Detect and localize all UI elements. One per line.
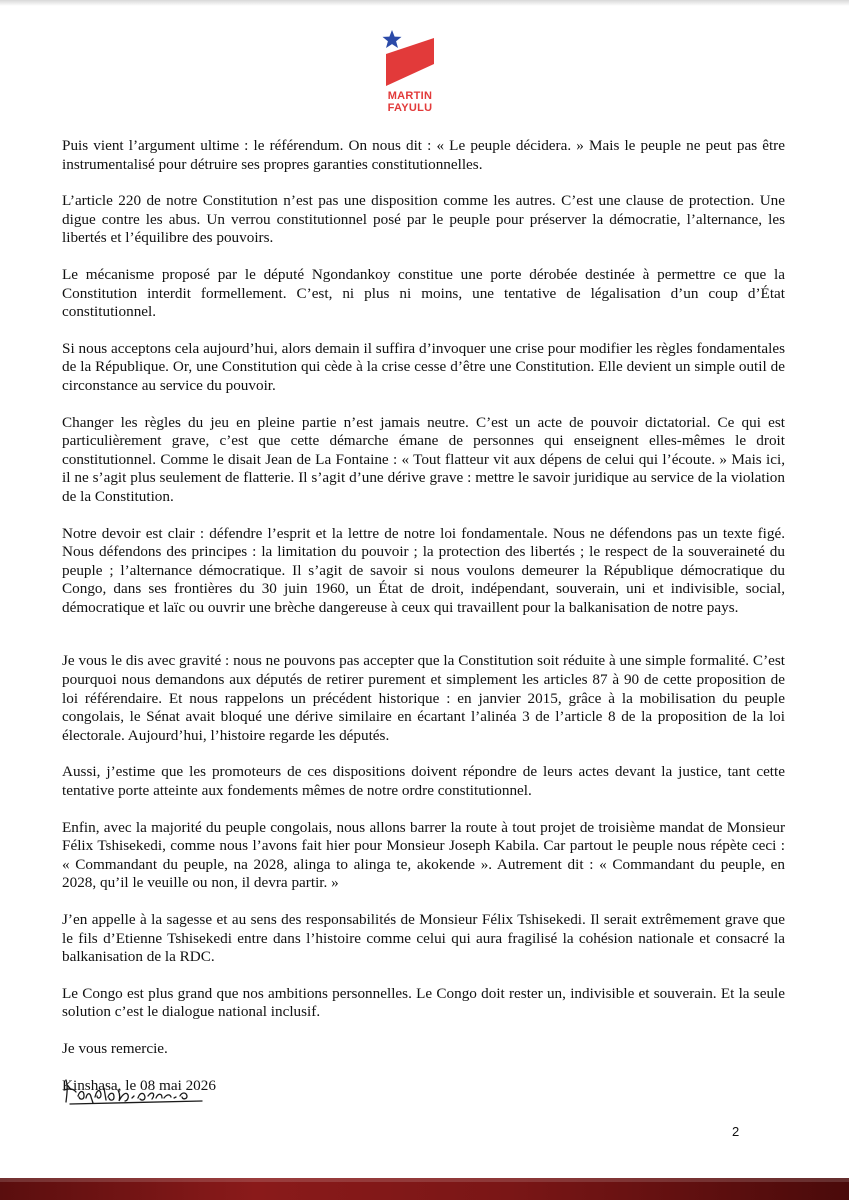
star-flag-icon bbox=[380, 28, 440, 90]
paragraph-third-mandate: Enfin, avec la majorité du peuple congolais, nous allons barrer la route à tout projet de troisième mandat de Monsieur Félix Tshisekedi, comme nous l’avons fait hier pour Monsieur Joseph Kabila. Car partout le peuple nous répète ceci : « Commandant du peuple, na 2028, alinga to alinga te, akokende ». Autrement dit : « Commandant du peuple, en 2028, qu’il le veuille ou non, il devra partir. » bbox=[62, 818, 785, 892]
page-number: 2 bbox=[732, 1124, 740, 1139]
paragraph-article-220: L’article 220 de notre Constitution n’est pas une disposition comme les autres. C’est une clause de protection. Une digue contre les abus. Un verrou constitutionnel posé par le peuple pour préserver la démocratie, l’alternance, les libertés et l’équilibre des pouvoirs. bbox=[62, 192, 785, 247]
paragraph-referendum: Puis vient l’argument ultime : le référendum. On nous dit : « Le peuple décidera. » Mais le peuple ne peut pas être instrumentalisé pour détruire ses propres garanties constitutionnelles. bbox=[62, 137, 785, 173]
footer-band bbox=[0, 1178, 849, 1200]
letter-body bbox=[62, 137, 785, 1113]
paragraph-duty: Notre devoir est clair : défendre l’esprit et la lettre de notre loi fondamentale. Nous ne défendons pas un texte figé. Nous défendons des principes : la limitation du pouvoir ; la protection des libertés ; le respect de la souveraineté du peuple ; l’alternance démocratique. Il s’agit de savoir si nous voulons demeurer la République démocratique du Congo, dans ses frontières du 30 juin 1960, un État de droit, indépendant, souverain, uni et indivisible, social, démocratique et laïc ou ouvrir une brèche dangereuse à ceux qui travaillent pour la balkanisation de notre pays. bbox=[62, 524, 785, 616]
logo-name-line1: MARTIN bbox=[387, 90, 433, 102]
logo-name-line2: FAYULU bbox=[387, 102, 433, 114]
handwritten-signature bbox=[62, 1072, 207, 1106]
paragraph-crisis: Si nous acceptons cela aujourd’hui, alors demain il suffira d’invoquer une crise pour modifier les règles fondamentales de la République. Or, une Constitution qui cède à la crise cesse d’être une Constitution. Elle devient un simple outil de circonstance au service du pouvoir. bbox=[62, 339, 785, 394]
paragraph-congo: Le Congo est plus grand que nos ambitions personnelles. Le Congo doit rester un, indivisible et souverain. Et la seule solution c’est le dialogue national inclusif. bbox=[62, 984, 785, 1021]
paragraph-appeal: J’en appelle à la sagesse et au sens des responsabilités de Monsieur Félix Tshisekedi. Il serait extrêmement grave que le fils d’Etienne Tshisekedi entre dans l’histoire comme celui qui aura fragilisé la cohésion nationale et consacré la balkanisation de la RDC. bbox=[62, 911, 785, 966]
closing-place-date: Kinshasa, le 08 mai 2026 bbox=[62, 1076, 216, 1094]
martin-fayulu-logo bbox=[380, 28, 440, 138]
paragraph-rules: Changer les règles du jeu en pleine partie n’est jamais neutre. C’est un acte de pouvoir dictatorial. Ce qui est particulièrement grave, c’est que cette démarche émane de personnes qui enseignent elles-mêmes le droit constitutionnel. Comme le disait Jean de La Fontaine : « Tout flatteur vit aux dépens de celui qui l’écoute. » Mais ici, il ne s’agit plus seulement de flatterie. Il s’agit d’une dérive grave : mettre le savoir juridique au service de la violation de la Constitution. bbox=[62, 413, 785, 505]
star-icon bbox=[383, 30, 402, 48]
page-top-edge bbox=[0, 0, 849, 6]
paragraph-mechanism: Le mécanisme proposé par le député Ngondankoy constitue une porte dérobée destinée à permettre ce que la Constitution interdit formellement. C’est, ni plus ni moins, une tentative de légalisation d’un coup d’État constitutionnel. bbox=[62, 265, 785, 321]
paragraph-gravity: Je vous le dis avec gravité : nous ne pouvons pas accepter que la Constitution soit réduite à une simple formalité. C’est pourquoi nous demandons aux députés de retirer purement et simplement les articles 87 à 90 de cette proposition de loi référendaire. Et nous rappelons un précédent historique : en janvier 2015, grâce à la mobilisation du peuple congolais, le Sénat avait bloqué une dérive similaire en écartant l’alinéa 3 de l’article 8 de la proposition de la loi électorale. Aujourd’hui, l’histoire regarde les députés. bbox=[62, 652, 785, 744]
paragraph-justice: Aussi, j’estime que les promoteurs de ces dispositions doivent répondre de leurs actes devant la justice, tant cette tentative porte atteinte aux fondements mêmes de notre ordre constitutionnel. bbox=[62, 763, 785, 800]
closing-thanks: Je vous remercie. bbox=[62, 1039, 168, 1057]
flag-icon bbox=[386, 38, 434, 86]
